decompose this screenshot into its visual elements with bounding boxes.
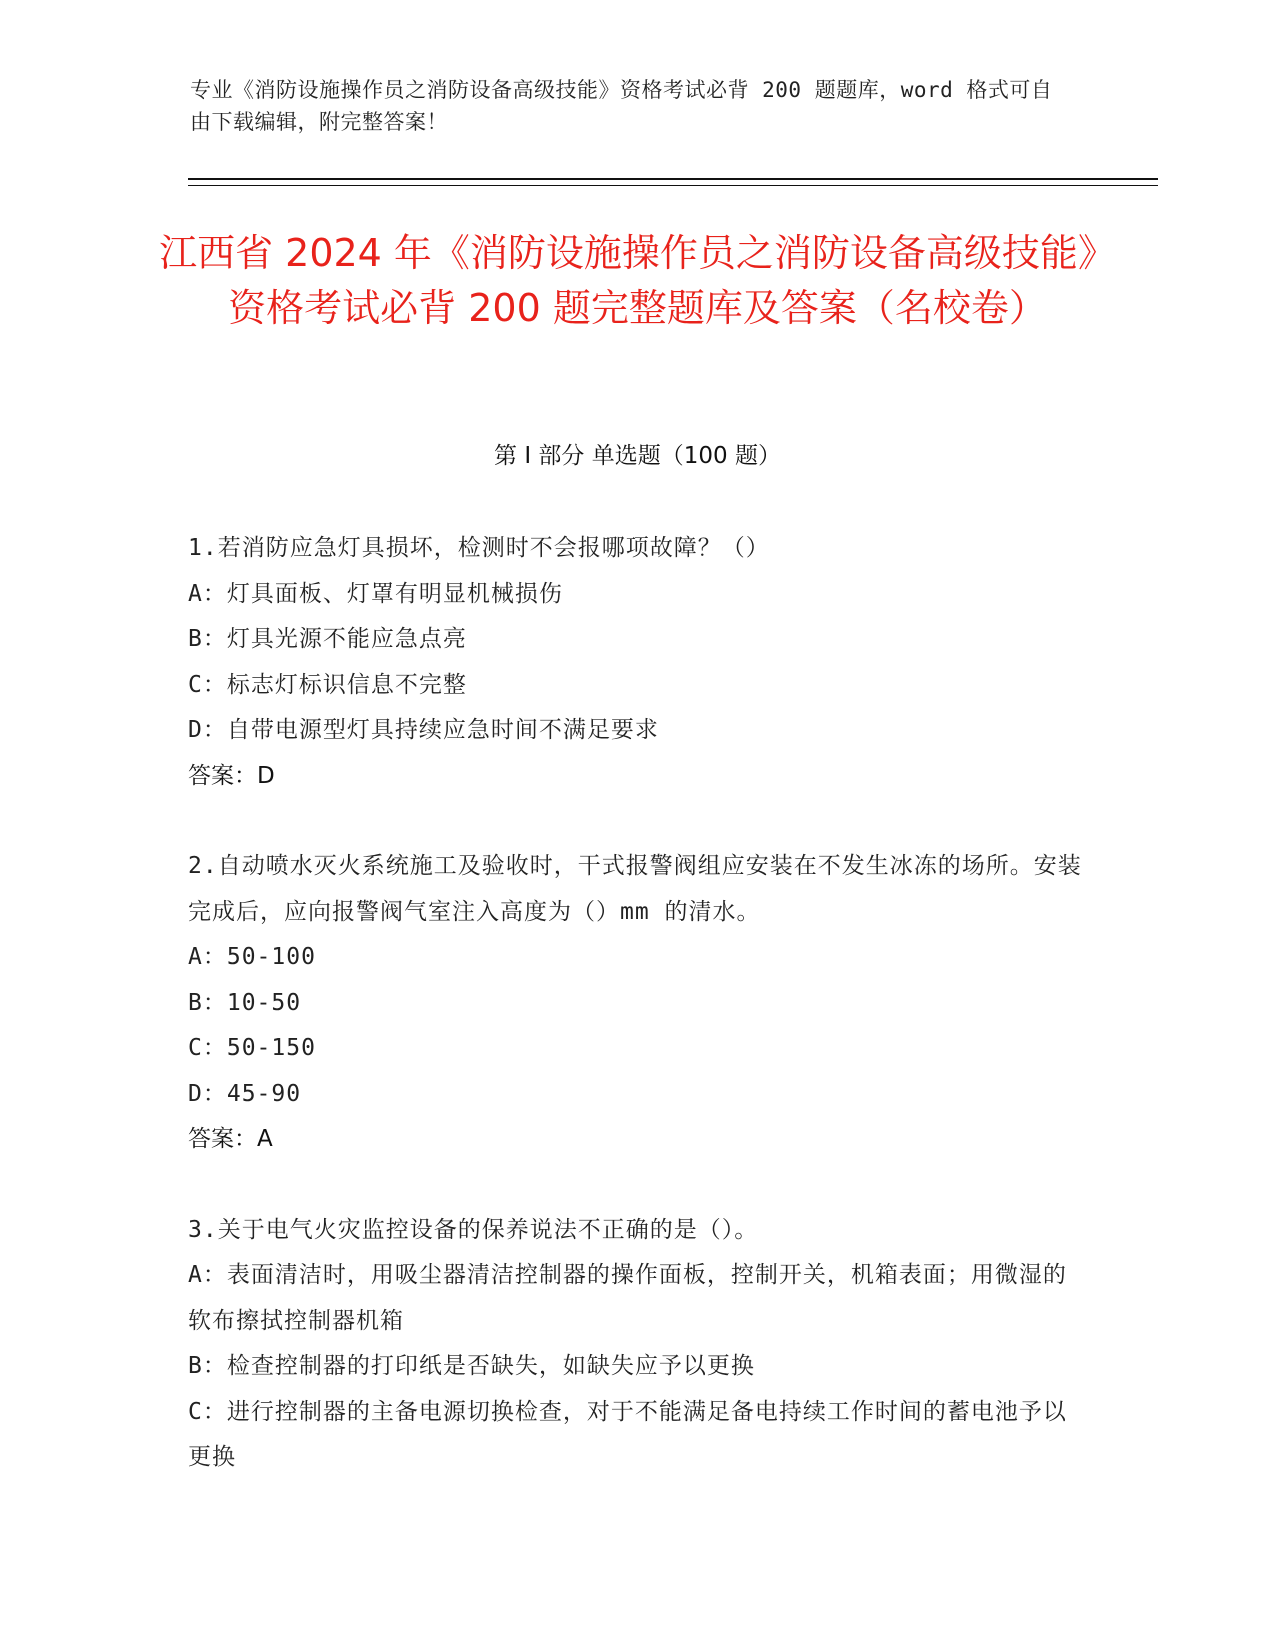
question-stem: 2.自动喷水灭火系统施工及验收时，干式报警阀组应安装在不发生冰冻的场所。安装完成后，应向报警阀气室注入高度为（）mm 的清水。 xyxy=(188,853,1082,925)
option-b: B：灯具光源不能应急点亮 xyxy=(188,626,467,652)
question-list xyxy=(188,526,1088,1526)
option-a: A：50-100 xyxy=(188,944,316,970)
option-b: B：10-50 xyxy=(188,989,302,1016)
question-3 xyxy=(188,1208,1088,1481)
option-c: C：50-150 xyxy=(188,1035,316,1061)
question-2 xyxy=(188,844,1088,1163)
question-stem: 1.若消防应急灯具损坏，检测时不会报哪项故障？（） xyxy=(188,535,770,561)
question-stem: 3.关于电气火灾监控设备的保养说法不正确的是（）。 xyxy=(188,1216,759,1243)
header-note: 专业《消防设施操作员之消防设备高级技能》资格考试必背 200 题题库，word 格式可自由下载编辑，附完整答案！ xyxy=(190,78,1053,134)
section-title: 第 I 部分 单选题（100 题） xyxy=(494,443,781,469)
answer: 答案：D xyxy=(188,762,275,789)
option-c: C：进行控制器的主备电源切换检查，对于不能满足备电持续工作时间的蓄电池予以更换 xyxy=(188,1398,1067,1470)
option-a: A：灯具面板、灯罩有明显机械损伤 xyxy=(188,580,563,607)
option-a: A：表面清洁时，用吸尘器清洁控制器的操作面板，控制开关，机箱表面；用微湿的软布擦拭控制器机箱 xyxy=(188,1262,1067,1334)
question-1 xyxy=(188,526,1088,799)
option-d: D：45-90 xyxy=(188,1080,302,1107)
answer: 答案：A xyxy=(188,1126,273,1152)
option-b: B：检查控制器的打印纸是否缺失，如缺失应予以更换 xyxy=(188,1353,755,1379)
header-rule-thick xyxy=(188,178,1158,180)
header-rule-thin xyxy=(188,185,1158,186)
option-d: D：自带电源型灯具持续应急时间不满足要求 xyxy=(188,717,659,743)
option-c: C：标志灯标识信息不完整 xyxy=(188,671,467,698)
document-title: 江西省 2024 年《消防设施操作员之消防设备高级技能》资格考试必背 200 题完整题库及答案（名校卷） xyxy=(159,231,1116,330)
